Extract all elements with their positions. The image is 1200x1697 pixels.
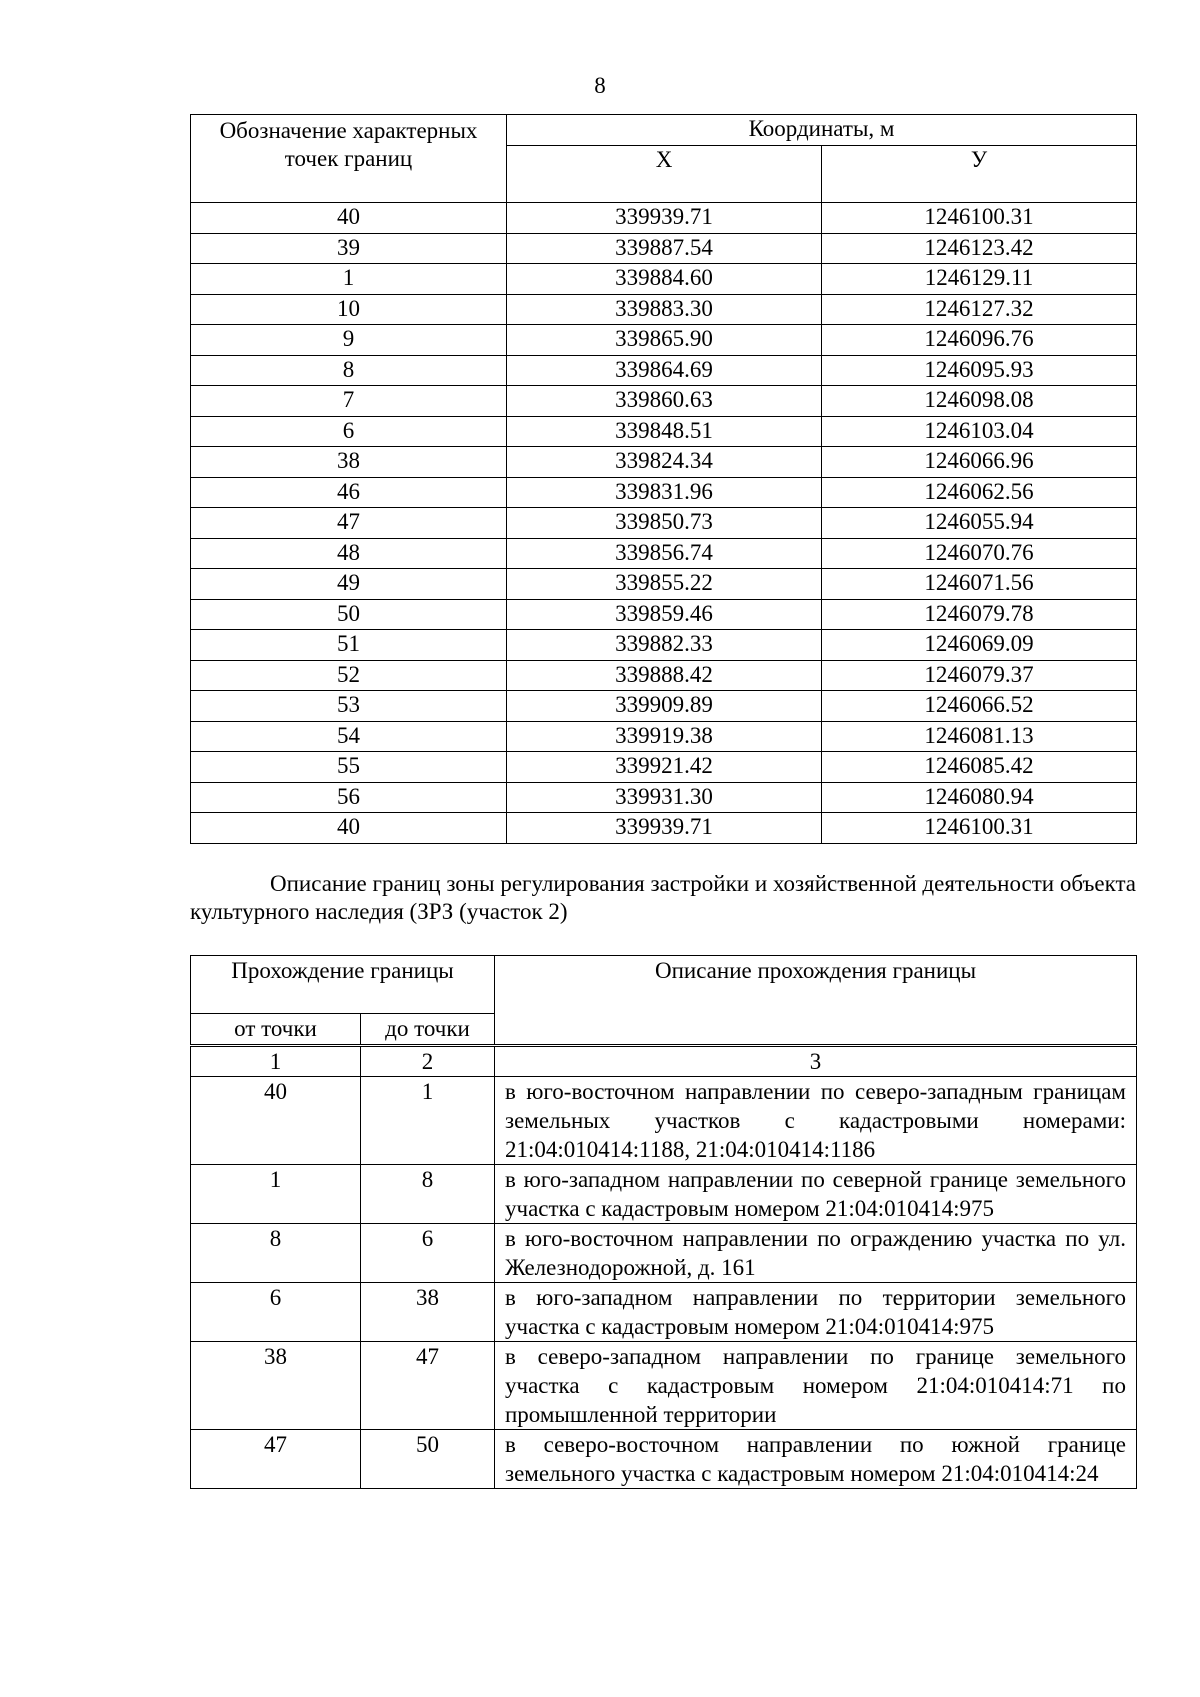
route-cell-description: в юго-западном направлении по территории земельного участка с кадастровым номером 21:04:010414:975 xyxy=(495,1283,1137,1342)
route-column-number: 1 xyxy=(191,1046,361,1077)
coordinate-cell-point: 51 xyxy=(191,630,507,661)
table-row xyxy=(191,355,1137,386)
coordinate-cell-point: 55 xyxy=(191,752,507,783)
coordinate-cell-y: 1246071.56 xyxy=(822,569,1137,600)
table-row xyxy=(191,752,1137,783)
coordinate-cell-x: 339919.38 xyxy=(507,721,822,752)
coordinate-cell-y: 1246079.37 xyxy=(822,660,1137,691)
coordinate-cell-y: 1246062.56 xyxy=(822,477,1137,508)
coordinate-cell-point: 46 xyxy=(191,477,507,508)
coordinate-cell-x: 339850.73 xyxy=(507,508,822,539)
table-row xyxy=(191,294,1137,325)
coordinate-cell-x: 339882.33 xyxy=(507,630,822,661)
route-cell-to: 38 xyxy=(361,1283,495,1342)
coordinates-header-y: У xyxy=(822,146,1137,203)
coordinate-cell-y: 1246070.76 xyxy=(822,538,1137,569)
table-row xyxy=(191,1077,1137,1165)
coordinate-cell-point: 48 xyxy=(191,538,507,569)
route-header-from: от точки xyxy=(191,1014,361,1046)
coordinate-cell-x: 339855.22 xyxy=(507,569,822,600)
coordinate-cell-point: 56 xyxy=(191,782,507,813)
table-row xyxy=(191,386,1137,417)
section-heading: Описание границ зоны регулирования застройки и хозяйственной деятельности объекта культурного наследия (ЗРЗ (участок 2) xyxy=(190,871,1136,924)
route-cell-to: 1 xyxy=(361,1077,495,1165)
route-cell-from: 6 xyxy=(191,1283,361,1342)
coordinate-cell-y: 1246069.09 xyxy=(822,630,1137,661)
coordinate-cell-y: 1246079.78 xyxy=(822,599,1137,630)
coordinate-cell-y: 1246066.52 xyxy=(822,691,1137,722)
coordinate-cell-x: 339860.63 xyxy=(507,386,822,417)
coordinate-cell-x: 339884.60 xyxy=(507,264,822,295)
coordinate-cell-y: 1246066.96 xyxy=(822,447,1137,478)
coordinate-cell-point: 52 xyxy=(191,660,507,691)
coordinate-cell-y: 1246080.94 xyxy=(822,782,1137,813)
table-row xyxy=(191,1165,1137,1224)
route-cell-description: в юго-западном направлении по северной границе земельного участка с кадастровым номером 21:04:010414:975 xyxy=(495,1165,1137,1224)
route-cell-to: 50 xyxy=(361,1430,495,1489)
table-row xyxy=(191,721,1137,752)
coordinate-cell-point: 49 xyxy=(191,569,507,600)
coordinates-header-coordinates: Координаты, м xyxy=(507,115,1137,146)
table-row xyxy=(191,447,1137,478)
coordinate-cell-y: 1246103.04 xyxy=(822,416,1137,447)
coordinate-cell-point: 9 xyxy=(191,325,507,356)
route-column-number: 2 xyxy=(361,1046,495,1077)
route-header-description: Описание прохождения границы xyxy=(495,956,1137,1046)
coordinate-cell-point: 38 xyxy=(191,447,507,478)
coordinate-cell-y: 1246129.11 xyxy=(822,264,1137,295)
table-row xyxy=(191,782,1137,813)
route-cell-description: в северо-западном направлении по границе земельного участка с кадастровым номером 21:04:010414:71 по промышленной территории xyxy=(495,1342,1137,1430)
coordinate-cell-y: 1246096.76 xyxy=(822,325,1137,356)
coordinate-cell-y: 1246123.42 xyxy=(822,233,1137,264)
coordinate-cell-x: 339888.42 xyxy=(507,660,822,691)
coordinate-cell-y: 1246085.42 xyxy=(822,752,1137,783)
route-table-body xyxy=(191,1077,1137,1489)
coordinate-cell-x: 339939.71 xyxy=(507,813,822,844)
coordinate-cell-x: 339831.96 xyxy=(507,477,822,508)
coordinate-cell-y: 1246055.94 xyxy=(822,508,1137,539)
coordinate-cell-point: 39 xyxy=(191,233,507,264)
coordinate-cell-x: 339921.42 xyxy=(507,752,822,783)
table-row xyxy=(191,416,1137,447)
coordinate-cell-point: 1 xyxy=(191,264,507,295)
table-row xyxy=(191,630,1137,661)
route-cell-to: 8 xyxy=(361,1165,495,1224)
table-row xyxy=(191,203,1137,234)
table-row xyxy=(191,660,1137,691)
coordinate-cell-y: 1246081.13 xyxy=(822,721,1137,752)
route-header-passage: Прохождение границы xyxy=(191,956,495,1014)
route-cell-description: в юго-восточном направлении по ограждению участка по ул. Железнодорожной, д. 161 xyxy=(495,1224,1137,1283)
route-cell-to: 6 xyxy=(361,1224,495,1283)
route-column-number: 3 xyxy=(495,1046,1137,1077)
coordinates-table-body xyxy=(191,203,1137,844)
table-row xyxy=(191,508,1137,539)
table-row xyxy=(191,1342,1137,1430)
coordinate-cell-x: 339848.51 xyxy=(507,416,822,447)
table-row xyxy=(191,1224,1137,1283)
coordinate-cell-x: 339864.69 xyxy=(507,355,822,386)
coordinate-cell-x: 339865.90 xyxy=(507,325,822,356)
coordinates-header-designation: Обозначение характерных точек границ xyxy=(191,115,507,203)
coordinate-cell-point: 54 xyxy=(191,721,507,752)
coordinate-cell-point: 47 xyxy=(191,508,507,539)
coordinates-header-x: Х xyxy=(507,146,822,203)
table-row xyxy=(191,569,1137,600)
coordinate-cell-point: 40 xyxy=(191,813,507,844)
coordinate-cell-x: 339887.54 xyxy=(507,233,822,264)
coordinate-cell-point: 53 xyxy=(191,691,507,722)
table-row xyxy=(191,233,1137,264)
coordinate-cell-point: 10 xyxy=(191,294,507,325)
route-cell-from: 8 xyxy=(191,1224,361,1283)
table-row xyxy=(191,264,1137,295)
coordinate-cell-x: 339931.30 xyxy=(507,782,822,813)
route-table xyxy=(190,955,1137,1489)
coordinate-cell-y: 1246098.08 xyxy=(822,386,1137,417)
coordinate-cell-point: 7 xyxy=(191,386,507,417)
table-row xyxy=(191,477,1137,508)
table-row xyxy=(191,325,1137,356)
coordinate-cell-point: 40 xyxy=(191,203,507,234)
table-row xyxy=(191,538,1137,569)
coordinate-cell-point: 50 xyxy=(191,599,507,630)
page-number: 8 xyxy=(594,73,606,98)
route-header-to: до точки xyxy=(361,1014,495,1046)
coordinate-cell-y: 1246100.31 xyxy=(822,203,1137,234)
coordinate-cell-x: 339856.74 xyxy=(507,538,822,569)
coordinates-table xyxy=(190,114,1137,844)
route-cell-description: в северо-восточном направлении по южной границе земельного участка с кадастровым номером 21:04:010414:24 xyxy=(495,1430,1137,1489)
coordinate-cell-x: 339859.46 xyxy=(507,599,822,630)
route-cell-description: в юго-восточном направлении по северо-западным границам земельных участков с кадастровыми номерами: 21:04:010414:1188, 21:04:010414:1186 xyxy=(495,1077,1137,1165)
route-cell-from: 1 xyxy=(191,1165,361,1224)
coordinate-cell-x: 339909.89 xyxy=(507,691,822,722)
coordinate-cell-point: 6 xyxy=(191,416,507,447)
coordinate-cell-x: 339883.30 xyxy=(507,294,822,325)
route-cell-to: 47 xyxy=(361,1342,495,1430)
coordinate-cell-y: 1246100.31 xyxy=(822,813,1137,844)
coordinate-cell-x: 339824.34 xyxy=(507,447,822,478)
coordinate-cell-x: 339939.71 xyxy=(507,203,822,234)
table-row xyxy=(191,813,1137,844)
table-row xyxy=(191,599,1137,630)
route-cell-from: 38 xyxy=(191,1342,361,1430)
table-row xyxy=(191,1283,1137,1342)
coordinate-cell-point: 8 xyxy=(191,355,507,386)
coordinate-cell-y: 1246127.32 xyxy=(822,294,1137,325)
route-cell-from: 40 xyxy=(191,1077,361,1165)
table-row xyxy=(191,691,1137,722)
route-cell-from: 47 xyxy=(191,1430,361,1489)
coordinate-cell-y: 1246095.93 xyxy=(822,355,1137,386)
table-row xyxy=(191,1430,1137,1489)
